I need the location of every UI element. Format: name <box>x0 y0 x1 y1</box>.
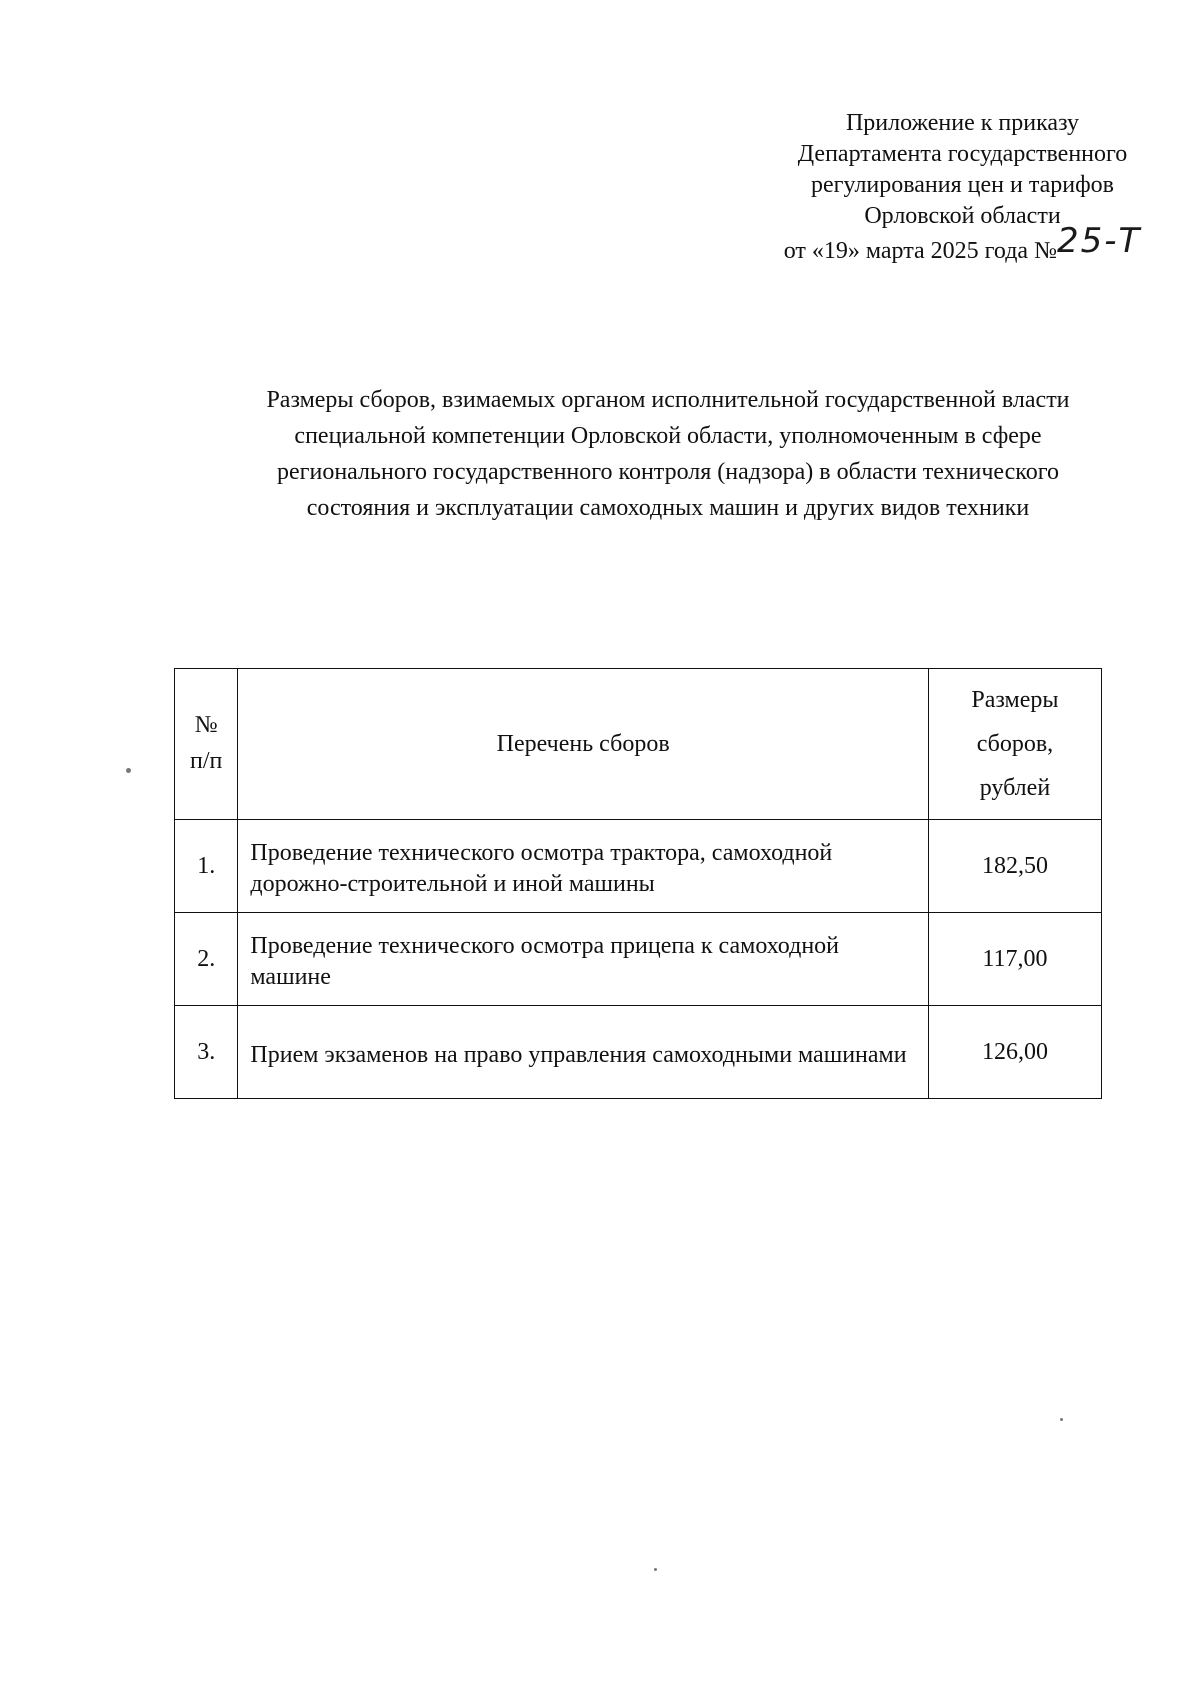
title-line: Размеры сборов, взимаемых органом исполнительной государственной власти <box>266 387 1070 413</box>
header-amount-line: Размеры <box>971 686 1059 713</box>
column-header-fee-list: Перечень сборов <box>238 669 928 820</box>
table-row <box>175 913 1102 1006</box>
header-line: Приложение к приказу <box>845 110 1080 136</box>
row-number: 3. <box>175 1006 238 1099</box>
header-amount-line: рублей <box>979 774 1051 801</box>
appendix-header <box>735 108 1190 267</box>
row-number: 1. <box>175 820 238 913</box>
fee-amount: 182,50 <box>928 820 1101 913</box>
header-amount-line: сборов, <box>976 730 1054 757</box>
handwritten-order-number: 25-Т <box>1056 221 1142 261</box>
fee-name: Проведение технического осмотра трактора, самоходной дорожно-строительной и иной машины <box>238 820 928 913</box>
document-title <box>180 382 1156 526</box>
header-line: регулирования цен и тарифов <box>811 172 1114 198</box>
fee-name: Проведение технического осмотра прицепа к самоходной машине <box>238 913 928 1006</box>
table-row <box>175 820 1102 913</box>
fee-amount: 117,00 <box>928 913 1101 1006</box>
header-number-symbol: № <box>194 712 218 738</box>
title-line: состояния и эксплуатации самоходных машин и других видов техники <box>306 495 1030 521</box>
header-line: Департамента государственного <box>797 141 1128 167</box>
scan-speck <box>654 1568 657 1571</box>
title-line: регионального государственного контроля (надзора) в области технического <box>277 459 1059 485</box>
scan-speck <box>1060 1418 1063 1421</box>
order-date-line <box>735 221 1190 267</box>
header-number-abbr: п/п <box>190 748 223 774</box>
scan-speck <box>126 768 131 773</box>
order-date: от «19» марта 2025 года № <box>783 238 1057 264</box>
header-line: Орловской области <box>864 203 1061 229</box>
column-header-amount <box>928 669 1101 820</box>
column-header-number <box>175 669 238 820</box>
title-line: специальной компетенции Орловской области, уполномоченным в сфере <box>294 423 1042 449</box>
table-row <box>175 1006 1102 1099</box>
fee-name: Прием экзаменов на право управления самоходными машинами <box>238 1006 928 1099</box>
fees-table <box>174 668 1102 1099</box>
table-header-row <box>175 669 1102 820</box>
row-number: 2. <box>175 913 238 1006</box>
fee-amount: 126,00 <box>928 1006 1101 1099</box>
